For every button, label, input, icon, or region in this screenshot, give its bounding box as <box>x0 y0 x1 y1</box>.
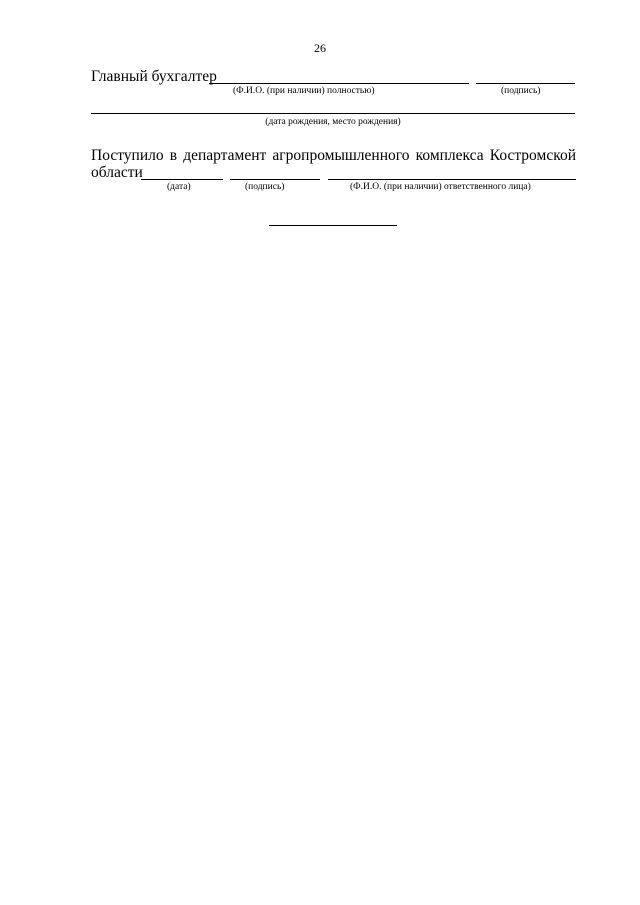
received-text-line2: области <box>91 164 143 181</box>
chief-accountant-name-line <box>209 83 469 84</box>
end-separator <box>269 225 397 226</box>
birth-info-line <box>91 113 575 114</box>
birth-caption: (дата рождения, место рождения) <box>265 117 401 127</box>
received-text-line1: Поступило в департамент агропромышленного комплекса Костромской <box>91 147 576 164</box>
page-number: 26 <box>314 41 326 55</box>
responsible-name-caption: (Ф.И.О. (при наличии) ответственного лица) <box>350 182 531 192</box>
chief-accountant-signature-line <box>476 83 575 84</box>
received-signature-line <box>230 179 320 180</box>
date-caption: (дата) <box>167 182 191 192</box>
signature-caption: (подпись) <box>501 86 541 96</box>
received-date-line <box>141 179 223 180</box>
received-name-line <box>328 179 576 180</box>
name-caption: (Ф.И.О. (при наличии) полностью) <box>233 86 375 96</box>
received-signature-caption: (подпись) <box>245 182 285 192</box>
chief-accountant-label: Главный бухгалтер <box>91 68 217 85</box>
